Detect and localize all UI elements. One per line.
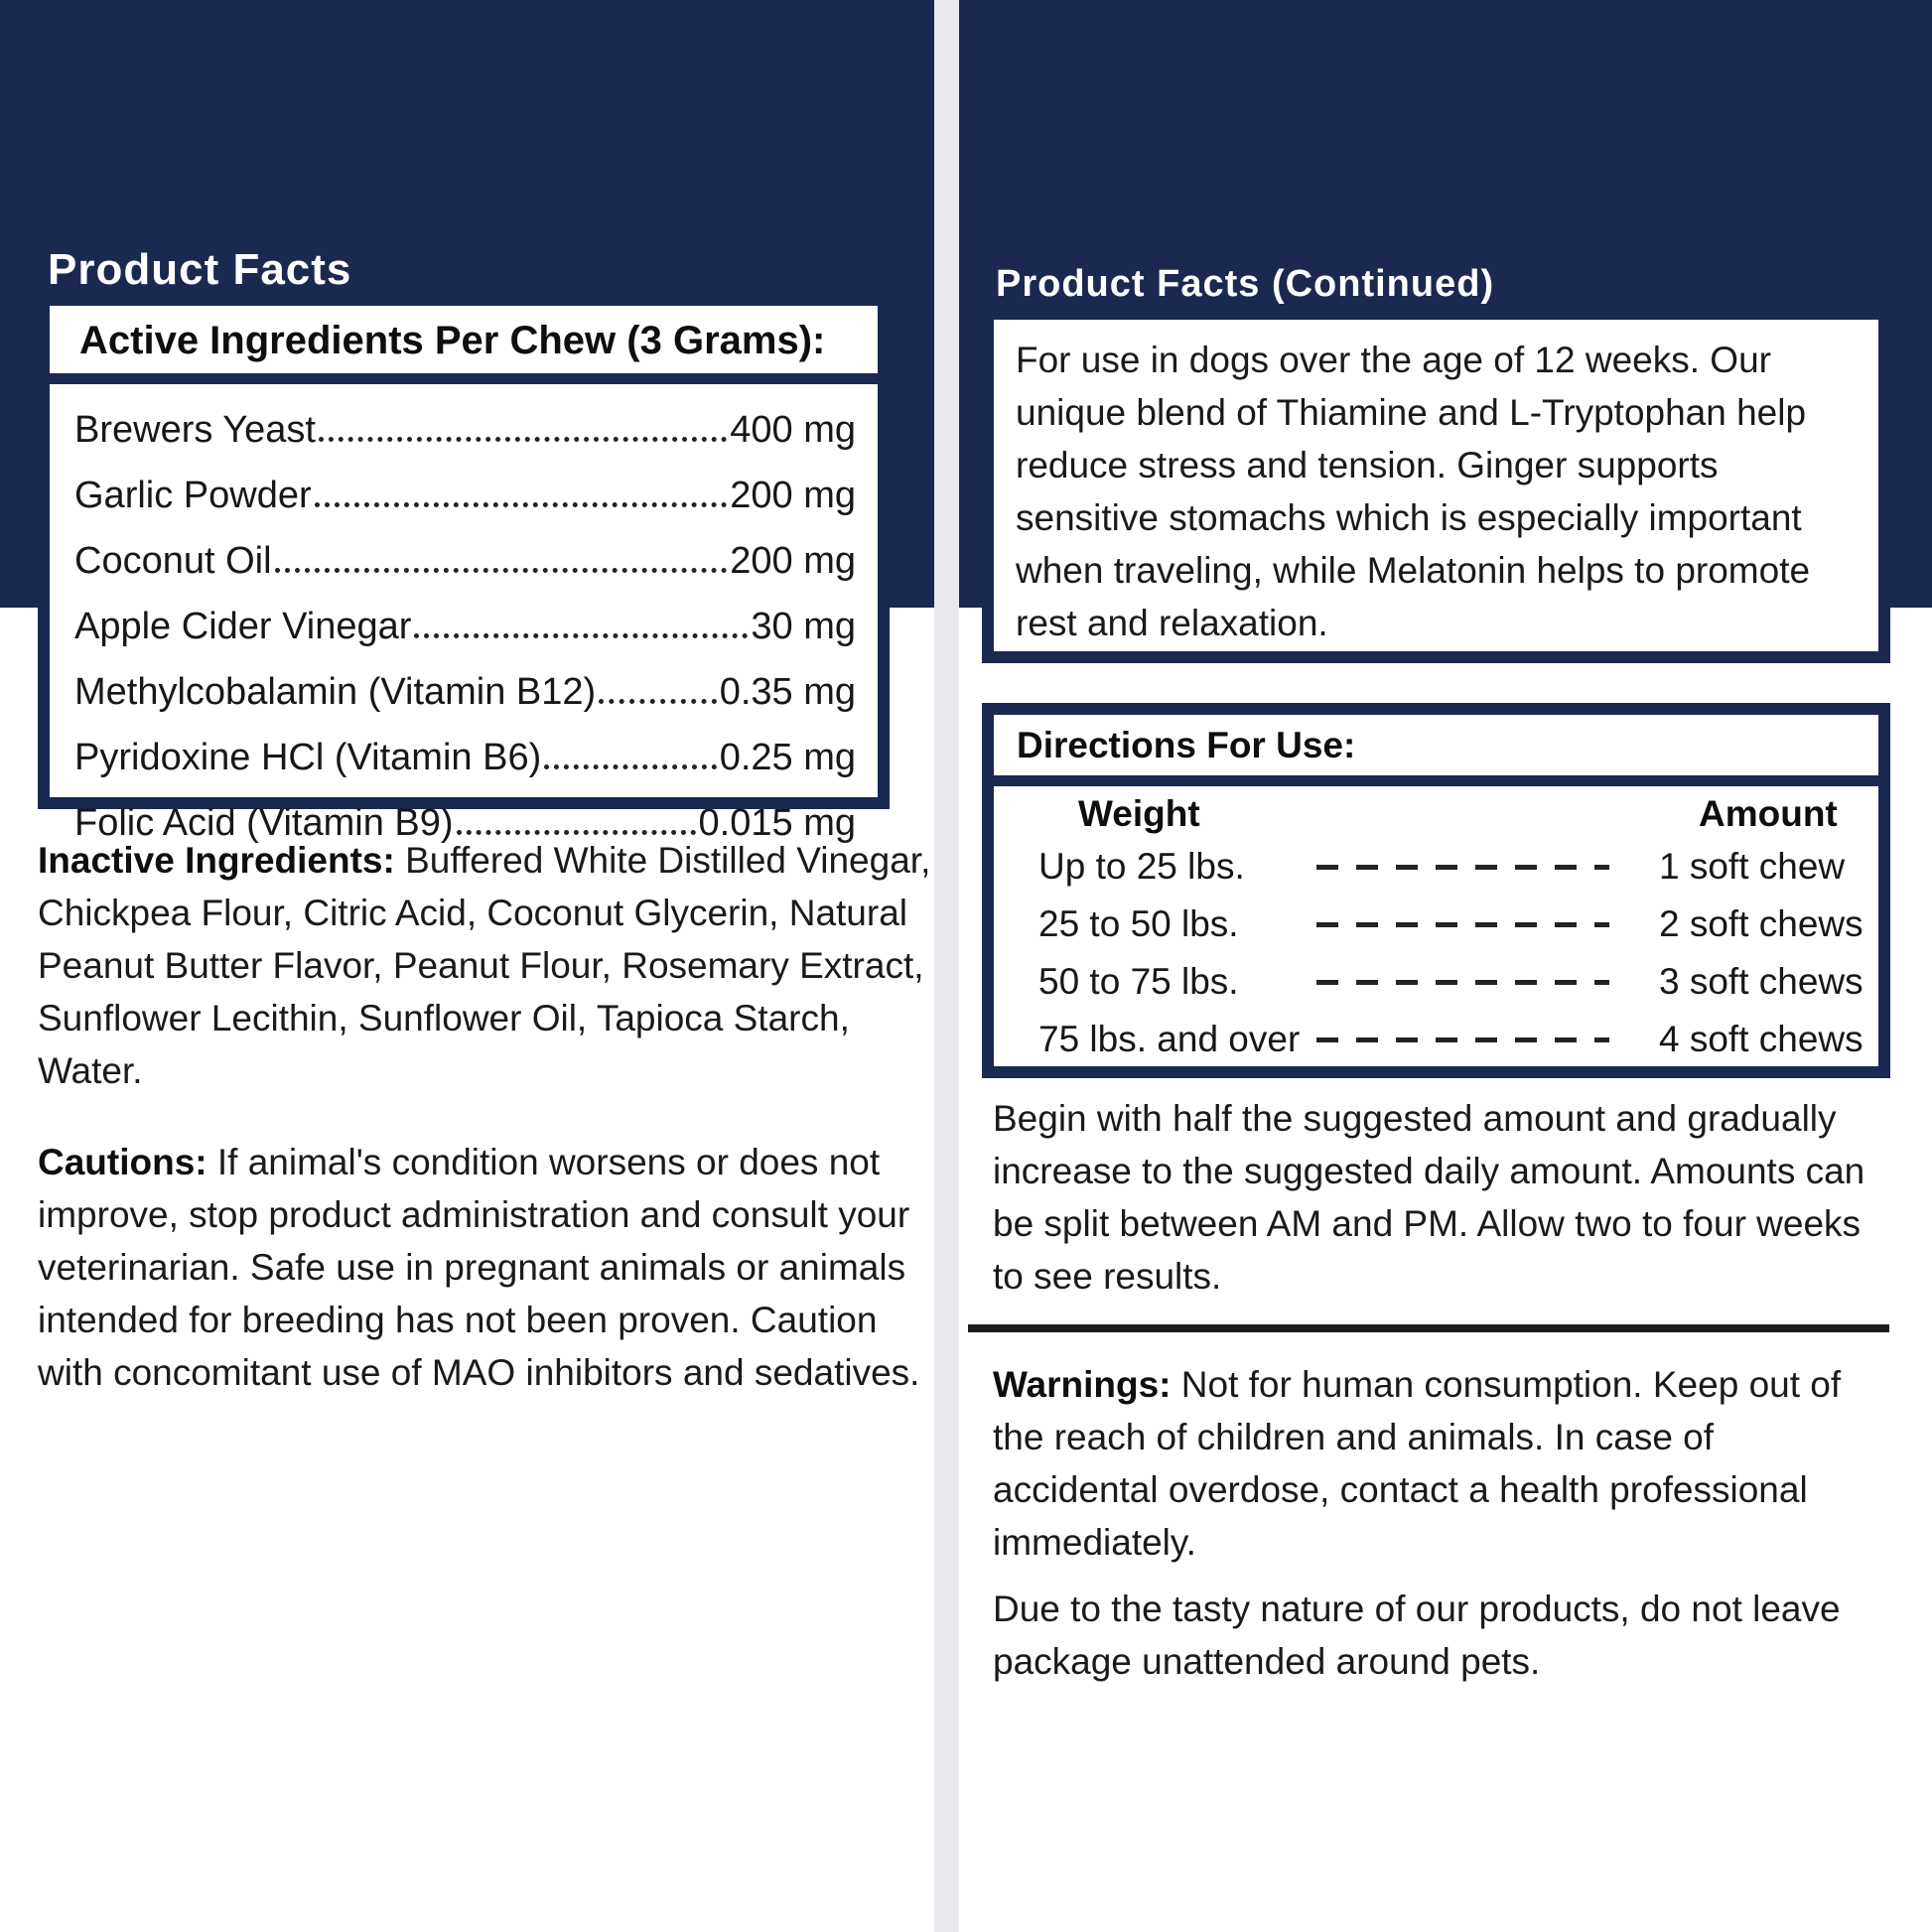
ingredient-row <box>74 524 856 590</box>
ingredient-amount: 400 mg <box>730 409 856 451</box>
weight-value: 75 lbs. and over <box>1038 1019 1301 1059</box>
ingredient-name: Brewers Yeast <box>74 409 316 451</box>
dot-leader <box>457 786 696 835</box>
ingredient-name: Folic Acid (Vitamin B9) <box>74 802 454 844</box>
dot-leader <box>315 459 728 507</box>
dot-leader <box>319 393 727 442</box>
dot-leader <box>544 721 716 769</box>
weight-value: 25 to 50 lbs. <box>1038 903 1239 944</box>
directions-row <box>1038 1011 1863 1068</box>
ingredient-amount: 200 mg <box>730 475 856 516</box>
section-divider-rule <box>968 1324 1889 1332</box>
weight-column-header: Weight <box>1078 793 1200 834</box>
ingredient-row <box>74 655 856 721</box>
active-ingredients-box <box>38 294 890 844</box>
dot-leader <box>275 524 728 573</box>
ingredient-amount: 30 mg <box>751 606 856 647</box>
warnings-paragraph <box>993 1358 1876 1569</box>
ingredient-name: Pyridoxine HCl (Vitamin B6) <box>74 737 542 778</box>
ingredient-name: Coconut Oil <box>74 540 272 582</box>
directions-table-header <box>1038 790 1839 838</box>
amount-value: 2 soft chews <box>1659 903 1863 944</box>
directions-box <box>982 703 1890 1078</box>
dot-leader <box>414 590 748 638</box>
ingredient-row <box>74 459 856 524</box>
amount-value: 4 soft chews <box>1659 1019 1863 1059</box>
weight-value: Up to 25 lbs. <box>1038 846 1245 887</box>
ingredient-name: Garlic Powder <box>74 475 312 516</box>
dashed-leader <box>1316 980 1609 985</box>
ingredient-name: Methylcobalamin (Vitamin B12) <box>74 671 597 713</box>
dot-leader <box>599 655 716 704</box>
active-ingredients-list <box>50 384 878 852</box>
heading-separator-bar <box>50 373 878 384</box>
inactive-ingredients-label: Inactive Ingredients: <box>38 840 395 881</box>
begin-note-paragraph: Begin with half the suggested amount and gradually increase to the suggested daily amount. Amounts can be split between AM and PM. Allow two to four weeks to see results. <box>993 1098 1865 1297</box>
weight-value: 50 to 75 lbs. <box>1038 961 1239 1002</box>
ingredient-amount: 0.015 mg <box>698 802 856 844</box>
cautions-text: If animal's condition worsens or does not improve, stop product administration and consult your veterinarian. Safe use in pregnant animals or animals intended for breeding has not been proven. Caution with concomitant use of MAO inhibitors and sedatives. <box>38 1142 920 1393</box>
description-box <box>982 308 1890 663</box>
warnings-text: Not for human consumption. Keep out of the reach of children and animals. In case of accidental overdose, contact a health professional immediately. <box>993 1364 1842 1563</box>
amount-value: 1 soft chew <box>1659 846 1846 887</box>
directions-row <box>1038 953 1863 1011</box>
directions-row <box>1038 838 1846 896</box>
inactive-ingredients-paragraph <box>38 834 946 1097</box>
ingredient-amount: 200 mg <box>730 540 856 582</box>
ingredient-name: Apple Cider Vinegar <box>74 606 412 647</box>
right-panel-title: Product Facts (Continued) <box>996 263 1495 305</box>
amount-value: 3 soft chews <box>1659 961 1863 1002</box>
cautions-label: Cautions: <box>38 1142 207 1182</box>
ingredient-amount: 0.35 mg <box>719 671 856 713</box>
inactive-ingredients-text: Buffered White Distilled Vinegar, Chickpea Flour, Citric Acid, Coconut Glycerin, Natural Peanut Butter Flavor, Peanut Flour, Rosemary Extract, Sunflower Lecithin, Sunflower Oil, Tapioca Starch, Water. <box>38 840 931 1091</box>
cautions-paragraph <box>38 1136 921 1399</box>
ingredient-row <box>74 393 856 459</box>
ingredient-amount: 0.25 mg <box>719 737 856 778</box>
description-text: For use in dogs over the age of 12 weeks. Our unique blend of Thiamine and L-Tryptophan help reduce stress and tension. Ginger supports sensitive stomachs which is especially important when traveling, while Melatonin helps to promote rest and relaxation. <box>1016 340 1811 643</box>
header-spacer <box>1356 790 1649 838</box>
directions-table <box>994 786 1878 1068</box>
dashed-leader <box>1316 865 1609 870</box>
left-panel-title: Product Facts <box>48 245 352 294</box>
ingredient-row <box>74 590 856 655</box>
ingredient-row <box>74 721 856 786</box>
dashed-leader <box>1316 922 1609 927</box>
dashed-leader <box>1316 1037 1609 1042</box>
directions-separator-bar <box>994 775 1878 786</box>
warnings-label: Warnings: <box>993 1364 1172 1405</box>
amount-column-header: Amount <box>1699 793 1838 834</box>
directions-heading: Directions For Use: <box>1017 725 1356 765</box>
directions-row <box>1038 896 1863 953</box>
tasty-note-paragraph: Due to the tasty nature of our products, do not leave package unattended around pets. <box>993 1588 1841 1682</box>
active-ingredients-heading: Active Ingredients Per Chew (3 Grams): <box>79 319 826 362</box>
